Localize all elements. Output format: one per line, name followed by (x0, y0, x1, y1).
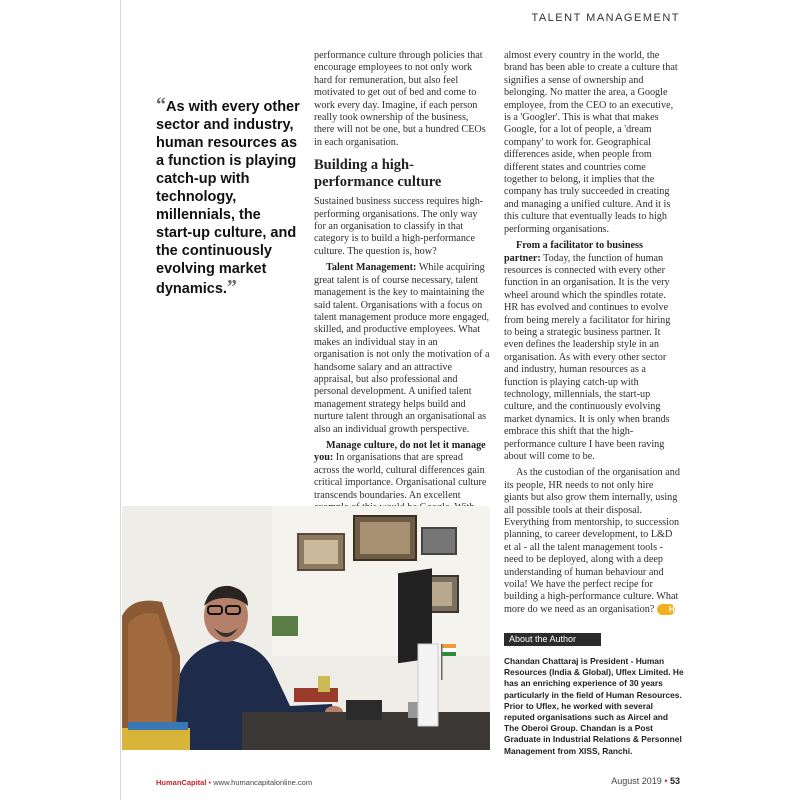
pull-quote (156, 96, 301, 298)
paragraph-body: While acquiring great talent is of course necessary, talent management is the key to maintaining the said talent. Organisations with a focus on talent management produce more engaged, skilled, and productive employees. What makes an individual stay in an organisation is not only the motivation of a handsome salary and an attractive appraisal, but also professional and personal development. A unified talent management strategy helps build and nurture talent through an organisational as also an individual growth perspective. (314, 262, 490, 435)
paragraph-body: Today, the function of human resources is connected with every other function in an organisation. It is the very wheel around which the spindles rotate. HR has evolved and continues to evolve from being merely a facilitator for hiring to being a strategic business partner. It even defines the leadership style in an organisation. As with every other sector and industry, human resources as a function is playing catch-up with technology, millennials, the start-up culture, and the continuously evolving market dynamics. It is only when brands embrace this shift that the high-performance culture I have been raving about will come to be. (504, 252, 671, 462)
paragraph-body: As the custodian of the organisation and its people, HR needs to not only hire giants but also grow them internally, using all possible tools at their disposal. Everything from mentorship, to succession planning, to career development, to L&D et al - all the talent management tools - need to be deployed, along with a deep understanding of human behaviour and voila! We have the perfect recipe for building a high-performance culture. What more do we need as an organisation? (504, 467, 680, 615)
paragraph: performance culture through policies that encourage employees to not only work hard for remuneration, but also feel motivated to get out of bed and come to work every day. Imagine, if each person really took ownership of the business, there will not be one, but a hundred CEOs in each organisation. (314, 50, 486, 148)
paragraph-lead: Manage culture, do not let it manage you: (314, 439, 486, 464)
paragraph: almost every country in the world, the brand has been able to create a culture that signifies a sense of ownership and belonging. No matter the area, a Google employee, from the CEO to an executive, is a 'Googler'. This is what that makes Google, for a lot of people, a 'dream company' to work for. Geographical differences aside, when people from different states and countries come together to belong, it implies that the company has truly succeeded in creating and managing a unified culture. And it is this culture that eventually leads to high performing organisations. (504, 50, 678, 235)
paragraph-body: In organisations that are spread across the world, cultural differences gain critical importance. Organisational culture transcends boundaries. An excellent (314, 452, 487, 501)
paragraph (314, 262, 490, 436)
about-author-heading: About the Author (504, 633, 601, 646)
subheading: Building a high-performance culture (314, 157, 442, 191)
article-column-2 (504, 50, 680, 620)
paragraph (504, 240, 680, 463)
open-quote-mark: “ (156, 94, 166, 116)
issue-date: August 2019 (611, 776, 662, 786)
article-column-1 (314, 50, 490, 531)
paragraph-lead: Talent Management: (326, 262, 417, 274)
page-bullet: • (664, 776, 668, 786)
paragraph-lead: From a facilitator to business partner: (504, 240, 643, 264)
page-footer (156, 778, 312, 787)
page-number: 53 (669, 776, 680, 786)
paragraph: Sustained business success requires high-performing organisations. The only way for an organisation to classify in that category is to build a high-performance culture. The question is, how? (314, 196, 484, 257)
close-quote-mark: ” (226, 276, 237, 298)
section-header: TALENT MANAGEMENT (531, 12, 680, 24)
pull-quote-text: As with every other sector and industry, human resources as a function is playing catch-up with technology, millennials, the start-up culture, and the continuously evolving market dynamics. (156, 99, 300, 297)
end-mark-icon: HC (657, 604, 675, 615)
footer-bullet: • (208, 778, 212, 787)
page-number-block (611, 776, 680, 786)
footer-brand: HumanCapital (156, 778, 207, 787)
about-author-text: Chandan Chattaraj is President - Human Resources (India & Global), Uflex Limited. He has an enriching experience of 30 years particularly in the field of Human Resources. Prior to Uflex, he worked with several reputed organisations such as Aircel and The Oberoi Group. Chandan is a Post Graduate in Industrial Relations & Personnel Management from XISS, Ranchi. (504, 656, 684, 756)
footer-url: www.humancapitalonline.com (213, 778, 313, 787)
page-edge-rule (120, 0, 121, 800)
office-scene-illustration (122, 506, 490, 750)
paragraph (504, 467, 680, 616)
author-photo (122, 506, 490, 750)
